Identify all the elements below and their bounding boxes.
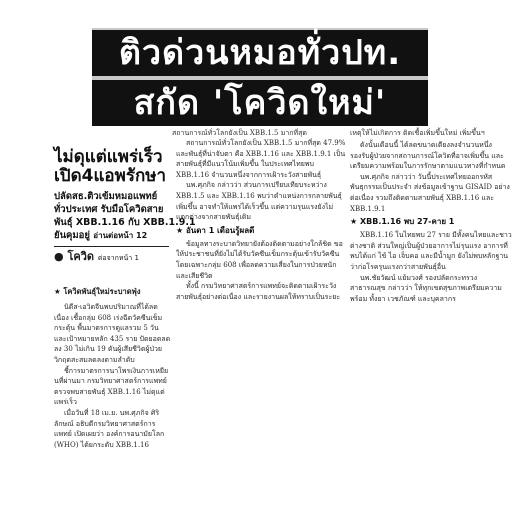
paragraph: นิดีส-เอวิดจีนพบปริมาณที่ได้ลดเนื่อง เชื้อกลุ่ม 608 เร่งฉีดวัคซีนเข็มกระตุ้น พื้นมาตรการดูแลรวม 5 วัน และเป้าหมายหลัก 435 ราย ปัดยอดลดลง 30 ไม่เกิน 19 ดันผู้เสียชีวิตผู้ป่วยวิกฤตสะสมลดลงตามลำดับ bbox=[54, 303, 171, 364]
deck-line bbox=[54, 229, 169, 242]
body-column-1 bbox=[54, 302, 171, 512]
body-column-2 bbox=[176, 138, 346, 512]
paragraph: นพ.ศุภกิจ กล่าวว่า วันนี้ประเทศไทยออกรหัสพันธุกรรมเป็นประจำ ส่งข้อมูลเข้าฐาน GISAID อย่างต่อเนื่อง รวมถึงติดตามสายพันธุ์ XBB.1.16 และ XBB.1.9.1 bbox=[350, 172, 510, 213]
deck-line: พันธุ์ XBB.1.16 กับ XBB.1.9.1 bbox=[54, 217, 196, 228]
paragraph: XBB.1.16 ในไทยพบ 27 ราย มีทั้งคนไทยและชาวต่างชาติ ส่วนใหญ่เป็นผู้ป่วยอาการไม่รุนแรง อาการที่พบได้แก่ ไข้ ไอ เจ็บคอ และมีน้ำมูก ยังไม่พบหลักฐานว่าก่อโรครุนแรงกว่าสายพันธุ์อื่น bbox=[350, 231, 512, 271]
column-subhead: ★ อันดา 1 เดือนรู้ผลดี bbox=[176, 225, 255, 235]
deck-line: ปลัดสธ.ติวเข้มหมอแพทย์ bbox=[54, 191, 158, 202]
main-headline-line1: ติวด่วนหมอทั่วปท. bbox=[92, 30, 428, 76]
deck-line: ทั่วประเทศ รับมือโควิดสาย bbox=[54, 204, 164, 215]
top-strip-right: เหตุให้ไม่เกิดการ ติดเชื้อเพิ่มขึ้นใหม่ เพิ่มขึ้นฯ bbox=[350, 129, 485, 137]
section-heading bbox=[54, 250, 172, 265]
paragraph: ชี้การมาตรการนาโพรเงินการเหยียนที่ผ่านมา กรมวิทยาศาสตร์การแพทย์ ตรวจพบสายพันธุ์ XBB.1.16 ไม่ดุแต่แพร่เร็ว bbox=[54, 366, 169, 407]
bullet-dot-icon: ● bbox=[54, 250, 64, 263]
paragraph: เมื่อวันที่ 18 เม.ย. นพ.ศุภกิจ ศิริลักษณ์ อธิบดีกรมวิทยาศาสตร์การแพทย์ เปิดเผยว่า องค์การอนามัยโลก (WHO) ได้ยกระดับ XBB.1.16 bbox=[54, 408, 165, 449]
story-deck bbox=[54, 190, 196, 242]
section-title: โควิด bbox=[67, 250, 95, 263]
column-subhead: ★ XBB.1.16 พบ 27-คาย 1 bbox=[350, 217, 455, 227]
body-column-3 bbox=[350, 140, 512, 512]
main-headline-line2: สกัด 'โควิดใหม่' bbox=[92, 80, 428, 126]
paragraph: ทั้งนี้ กรมวิทยาศาสตร์การแพทย์จะติดตามเฝ้าระวังสายพันธุ์อย่างต่อเนื่อง และรายงานผลให้ทราบเป็นระยะ bbox=[176, 282, 341, 301]
deck-line-end: ยันคุมอยู่ bbox=[54, 230, 90, 241]
paragraph: นพ.ชัยวัฒน์ แย้มวงศ์ รองปลัดกระทรวงสาธารณสุข กล่าวว่า ให้ทุกเขตสุขภาพเตรียมความพร้อม ทั้งยา เวชภัณฑ์ และบุคลากร bbox=[350, 273, 502, 303]
lead-headline-line: ไม่ดุแต่แพร่เร็ว bbox=[54, 147, 163, 167]
section-divider bbox=[54, 246, 169, 247]
lead-headline-line: เปิด4แอพรักษา bbox=[54, 166, 167, 186]
paragraph: ข้อมูลทางระบาดวิทยายังต้องติดตามอย่างใกล้ชิด ขอให้ประชาชนที่ยังไม่ได้รับวัคซีนเข็มกระตุ้นเข้ารับวัคซีน โดยเฉพาะกลุ่ม 608 เพื่อลดความเสี่ยงในการป่วยหนักและเสียชีวิต bbox=[176, 239, 343, 280]
paragraph: สถานการณ์ทั่วโลกยังเป็น XBB.1.5 มากที่สุด 47.9% และพันธุ์ที่น่าจับตา คือ XBB.1.16 และ XBB.1.9.1 เป็นสายพันธุ์ที่มีแนวโน้มเพิ่มขึ้น ในประเทศไทยพบ XBB.1.16 จำนวนหนึ่งจากการเฝ้าระวังสายพันธุ์ bbox=[176, 139, 346, 179]
paragraph: ดังนั้นเดือนนี้ ได้ลดขนาดเตียงลงจำนวนหนึ่ง รองรับผู้ป่วยจากสถานการณ์โควิดที่อาจเพิ่มขึ้น และเตรียมความพร้อมในการรักษาตามแนวทางที่กำหนด bbox=[350, 141, 506, 171]
top-strip-middle: สถานการณ์ทั่วโลกยังเป็น XBB.1.5 มากที่สุด bbox=[172, 129, 307, 137]
section-subhead: ★ โควิดพันธุ์ใหม่ระบาดฟุ่ง bbox=[54, 287, 141, 296]
continued-page-link: อ่านต่อหน้า 12 bbox=[93, 231, 148, 240]
section-continued-from: ต่อจากหน้า 1 bbox=[97, 254, 139, 262]
paragraph: นพ.ศุภกิจ กล่าวว่า ส่วนการเปรียบเทียบระหว่าง XBB.1.5 และ XBB.1.16 พบว่าตำแหน่งการกลายพันธุ์เพิ่มขึ้น อาจทำให้แพร่ได้เร็วขึ้น แต่ความรุนแรงยังไม่แตกต่างจากสายพันธุ์เดิม bbox=[176, 181, 342, 222]
lead-headline bbox=[54, 148, 169, 186]
